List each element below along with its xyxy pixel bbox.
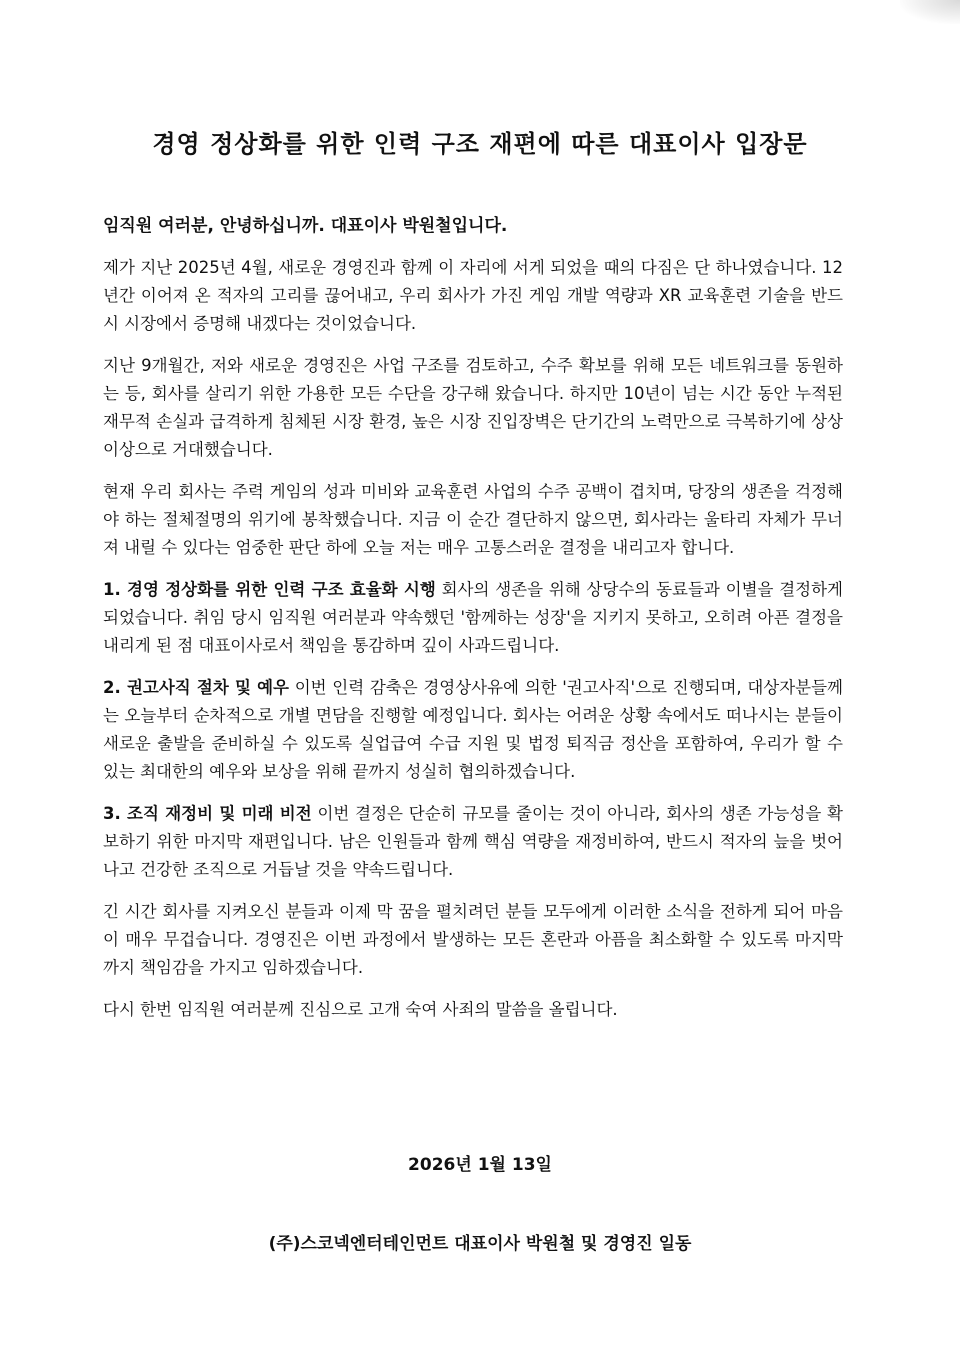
- section-restructuring: [103, 576, 843, 660]
- document-title: 경영 정상화를 위한 인력 구조 재편에 따른 대표이사 입장문: [152, 130, 808, 158]
- greeting: 임직원 여러분, 안녕하십니까. 대표이사 박원철입니다.: [103, 216, 508, 236]
- section-text: 이번 인력 감축은 경영상사유에 의한 '권고사직'으로 진행되며, 대상자분들께는 오늘부터 순차적으로 개별 면담을 진행할 예정입니다. 회사는 어려운 상황 속에서도 떠나시는 분들이 새로운 출발을 준비하실 수 있도록 실업급여 수급 지원 및 법정 퇴직금 정산을 포함하여, 우리가 할 수 있는 최대한의 예우와 보상을 위해 끝까지 성실히 협의하겠습니다.: [103, 678, 843, 781]
- document-date: 2026년 1월 13일: [408, 1155, 552, 1175]
- paragraph-crisis: 현재 우리 회사는 주력 게임의 성과 미비와 교육훈련 사업의 수주 공백이 겹치며, 당장의 생존을 걱정해야 하는 절체절명의 위기에 봉착했습니다. 지금 이 순간 결단하지 않으면, 회사라는 울타리 자체가 무너져 내릴 수 있다는 엄중한 판단 하에 오늘 저는 매우 고통스러운 결정을 내리고자 합니다.: [103, 482, 843, 557]
- section-future-vision: [103, 800, 843, 884]
- signature-line: (주)스코넥엔터테인먼트 대표이사 박원철 및 경영진 일동: [268, 1234, 692, 1254]
- section-heading: 2. 권고사직 절차 및 예우: [103, 678, 289, 697]
- section-resignation-procedure: [103, 674, 843, 786]
- document-body: [103, 212, 843, 1038]
- paragraph-intro: 제가 지난 2025년 4월, 새로운 경영진과 함께 이 자리에 서게 되었을 때의 다짐은 단 하나였습니다. 12년간 이어져 온 적자의 고리를 끊어내고, 우리 회사가 가진 게임 개발 역량과 XR 교육훈련 기술을 반드시 시장에서 증명해 내겠다는 것이었습니다.: [103, 258, 843, 333]
- section-heading: 1. 경영 정상화를 위한 인력 구조 효율화 시행: [103, 580, 436, 599]
- paragraph-efforts: 지난 9개월간, 저와 새로운 경영진은 사업 구조를 검토하고, 수주 확보를 위해 모든 네트워크를 동원하는 등, 회사를 살리기 위한 가용한 모든 수단을 강구해 왔습니다. 하지만 10년이 넘는 시간 동안 누적된 재무적 손실과 급격하게 침체된 시장 환경, 높은 시장 진입장벽은 단기간의 노력만으로 극복하기에 상상 이상으로 거대했습니다.: [103, 356, 843, 459]
- section-text: 이번 결정은 단순히 규모를 줄이는 것이 아니라, 회사의 생존 가능성을 확보하기 위한 마지막 재편입니다. 남은 인원들과 함께 핵심 역량을 재정비하여, 반드시 적자의 늪을 벗어나고 건강한 조직으로 거듭날 것을 약속드립니다.: [103, 804, 843, 879]
- page-corner-shadow: [900, 0, 960, 24]
- section-text: 회사의 생존을 위해 상당수의 동료들과 이별을 결정하게 되었습니다. 취임 당시 임직원 여러분과 약속했던 '함께하는 성장'을 지키지 못하고, 오히려 아픈 결정을 내리게 된 점 대표이사로서 책임을 통감하며 깊이 사과드립니다.: [103, 580, 843, 655]
- paragraph-apology: 다시 한번 임직원 여러분께 진심으로 고개 숙여 사죄의 말씀을 올립니다.: [103, 1000, 618, 1019]
- section-heading: 3. 조직 재정비 및 미래 비전: [103, 804, 312, 823]
- paragraph-regret: 긴 시간 회사를 지켜오신 분들과 이제 막 꿈을 펼치려던 분들 모두에게 이러한 소식을 전하게 되어 마음이 매우 무겁습니다. 경영진은 이번 과정에서 발생하는 모든 혼란과 아픔을 최소화할 수 있도록 마지막까지 책임감을 가지고 임하겠습니다.: [103, 902, 843, 977]
